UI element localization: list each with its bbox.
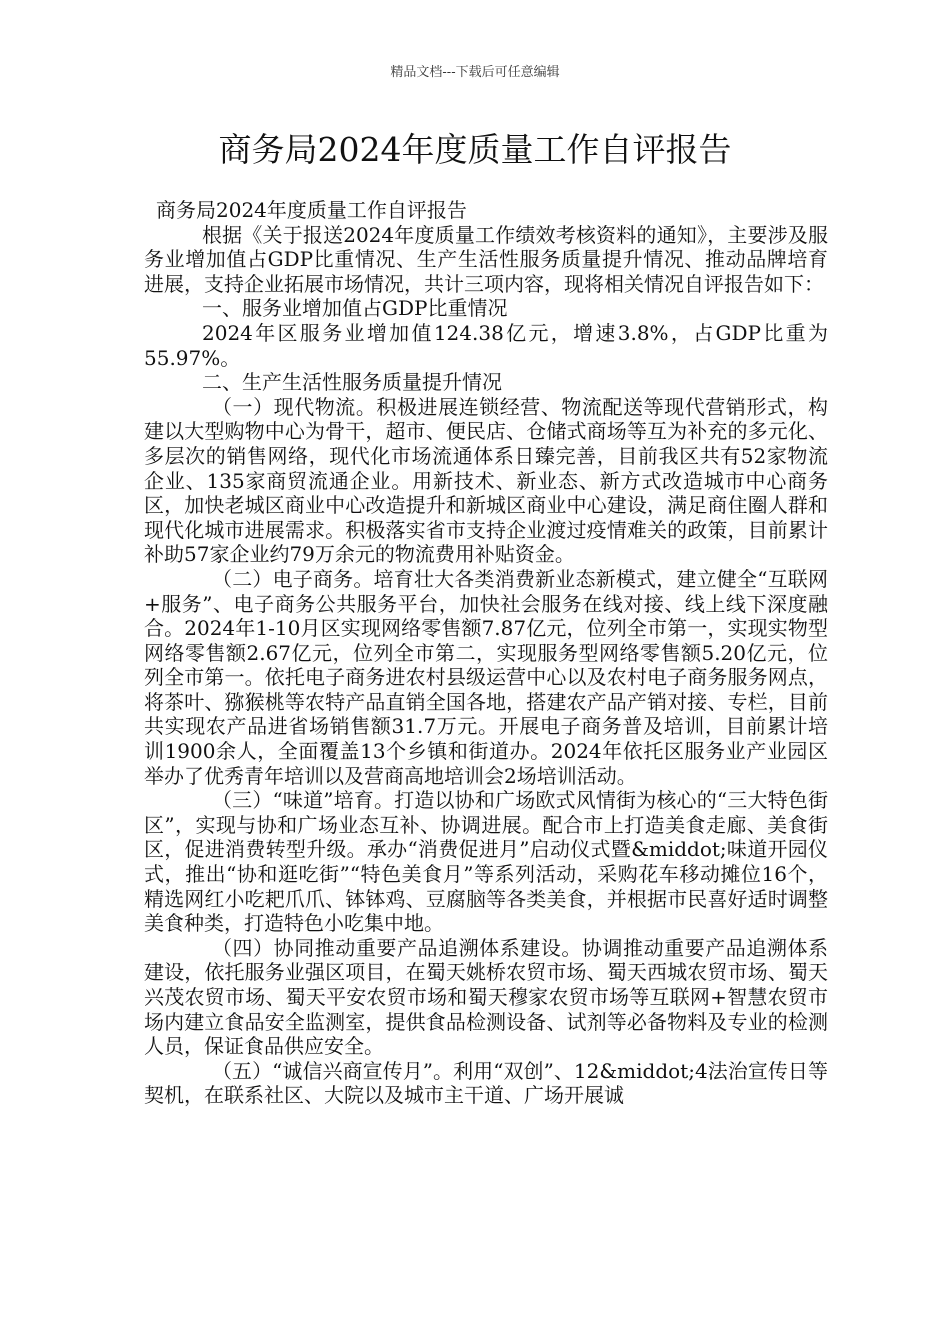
paragraph-ecommerce: （二）电子商务。培育壮大各类消费新业态新模式，建立健全“互联网+服务”、电子商务公共服务平台，加快社会服务在线对接、线上线下深度融合。2024年1-10月区实现网络零售额7.87亿元，位列全市第一，实现实物型网络零售额2.67亿元，位列全市第二，实现服务型网络零售额5.20亿元，位列全市第一。依托电子商务进农村县级运营中心以及农村电子商务服务网点，将茶叶、猕猴桃等农特产品直销全国各地，搭建农产品产销对接、专栏，目前共实现农产品进省场销售额31.7万元。开展电子商务普及培训，目前累计培训1900余人，全面覆盖13个乡镇和街道办。2024年依托区服务业产业园区举办了优秀青年培训以及营商高地培训会2场培训活动。 <box>144 566 828 788</box>
section-heading-2: 二、生产生活性服务质量提升情况 <box>202 370 502 395</box>
paragraph-intro: 根据《关于报送2024年度质量工作绩效考核资料的通知》，主要涉及服务业增加值占GDP比重情况、生产生活性服务质量提升情况、推动品牌培育进展，支持企业拓展市场情况，共计三项内容，现将相关情况自评报告如下： <box>144 222 828 296</box>
paragraph-flavor: （三）“味道”培育。打造以协和广场欧式风情街为核心的“三大特色街区”，实现与协和广场业态互补、协调进展。配合市上打造美食走廊、美食街区，促进消费转型升级。承办“消费促进月”启动仪式暨&middot;味道开园仪式，推出“协和逛吃街”“特色美食月”等系列活动，采购花车移动摊位16个，精选网红小吃耙爪爪、钵钵鸡、豆腐脑等各类美食，并根据市民喜好适时调整美食种类，打造特色小吃集中地。 <box>144 788 828 936</box>
document-body <box>144 198 828 1108</box>
section-heading-1: 一、服务业增加值占GDP比重情况 <box>202 296 508 321</box>
paragraph-integrity-month: （五）“诚信兴商宣传月”。利用“双创”、12&middot;4法治宣传日等契机，在联系社区、大院以及城市主干道、广场开展诚 <box>144 1058 828 1108</box>
document-subtitle: 商务局2024年度质量工作自评报告 <box>156 198 467 222</box>
page-header-note: 精品文档---下载后可任意编辑 <box>390 65 560 80</box>
paragraph-service-gdp: 2024年区服务业增加值124.38亿元，增速3.8%，占GDP比重为55.97%。 <box>144 320 828 370</box>
paragraph-traceability: （四）协同推动重要产品追溯体系建设。协调推动重要产品追溯体系建设，依托服务业强区项目，在蜀天姚桥农贸市场、蜀天西城农贸市场、蜀天兴茂农贸市场、蜀天平安农贸市场和蜀天穆家农贸市场等互联网+智慧农贸市场内建立食品安全监测室，提供食品检测设备、试剂等必备物料及专业的检测人员，保证食品供应安全。 <box>144 935 828 1059</box>
document-title: 商务局2024年度质量工作自评报告 <box>218 130 732 169</box>
paragraph-logistics: （一）现代物流。积极进展连锁经营、物流配送等现代营销形式，构建以大型购物中心为骨干，超市、便民店、仓储式商场等互为补充的多元化、多层次的销售网络，现代化市场流通体系日臻完善，目前我区共有52家物流企业、135家商贸流通企业。用新技术、新业态、新方式改造城市中心商务区，加快老城区商业中心改造提升和新城区商业中心建设，满足商住圈人群和现代化城市进展需求。积极落实省市支持企业渡过疫情难关的政策，目前累计补助57家企业约79万余元的物流费用补贴资金。 <box>144 394 828 567</box>
